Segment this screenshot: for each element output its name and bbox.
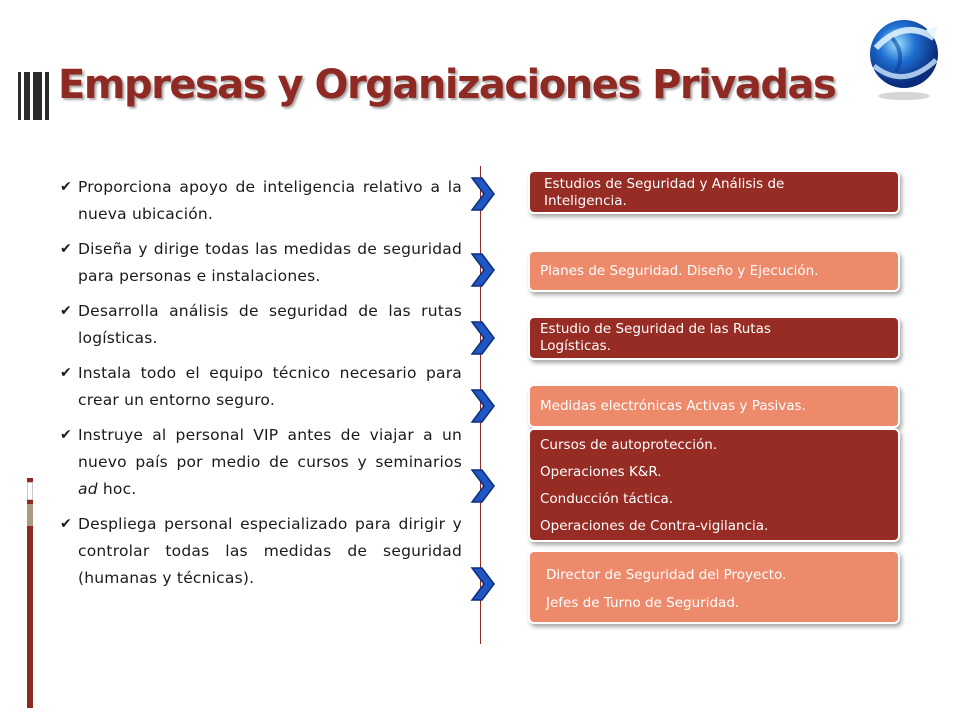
left-accent-square [27,504,33,526]
chevron-right-icon [468,176,498,212]
bullet-list [60,174,462,600]
checkmark-icon: ✔ [60,241,72,257]
list-item: ✔ Instala todo el equipo técnico necesario para crear un entorno seguro. [60,360,462,414]
chevron-right-icon [468,468,498,504]
checkmark-icon: ✔ [60,303,72,319]
left-accent-square [27,482,33,500]
checkmark-icon: ✔ [60,427,72,443]
checkmark-icon: ✔ [60,365,72,381]
title-accent-bar [24,72,30,120]
title-accent-bar [18,72,21,120]
chevron-right-icon [468,388,498,424]
service-box: Estudios de Seguridad y Análisis de Inteligencia. [528,170,900,214]
list-item: ✔ Instruye al personal VIP antes de viajar a un nuevo país por medio de cursos y seminarios ad hoc. [60,422,462,503]
service-box: Medidas electrónicas Activas y Pasivas. [528,384,900,428]
globe-logo [856,8,952,104]
service-box: Planes de Seguridad. Diseño y Ejecución. [528,250,900,292]
service-box: Estudio de Seguridad de las Rutas Logísticas. [528,316,900,360]
chevron-right-icon [468,252,498,288]
chevron-right-icon [468,320,498,356]
page-title: Empresas y Organizaciones Privadas [58,62,836,108]
list-item: ✔ Despliega personal especializado para dirigir y controlar todas las medidas de seguridad (humanas y técnicas). [60,511,462,592]
chevron-right-icon [468,566,498,602]
title-accent-bar [45,72,49,120]
checkmark-icon: ✔ [60,516,72,532]
list-item: ✔ Diseña y dirige todas las medidas de seguridad para personas e instalaciones. [60,236,462,290]
list-item: ✔ Proporciona apoyo de inteligencia relativo a la nueva ubicación. [60,174,462,228]
service-box: Cursos de autoprotección. Operaciones K&R. Conducción táctica. Operaciones de Contra-vigilancia. [528,428,900,542]
list-item: ✔ Desarrolla análisis de seguridad de las rutas logísticas. [60,298,462,352]
service-box: Director de Seguridad del Proyecto. Jefes de Turno de Seguridad. [528,550,900,624]
title-accent-bar [33,72,42,120]
checkmark-icon: ✔ [60,179,72,195]
